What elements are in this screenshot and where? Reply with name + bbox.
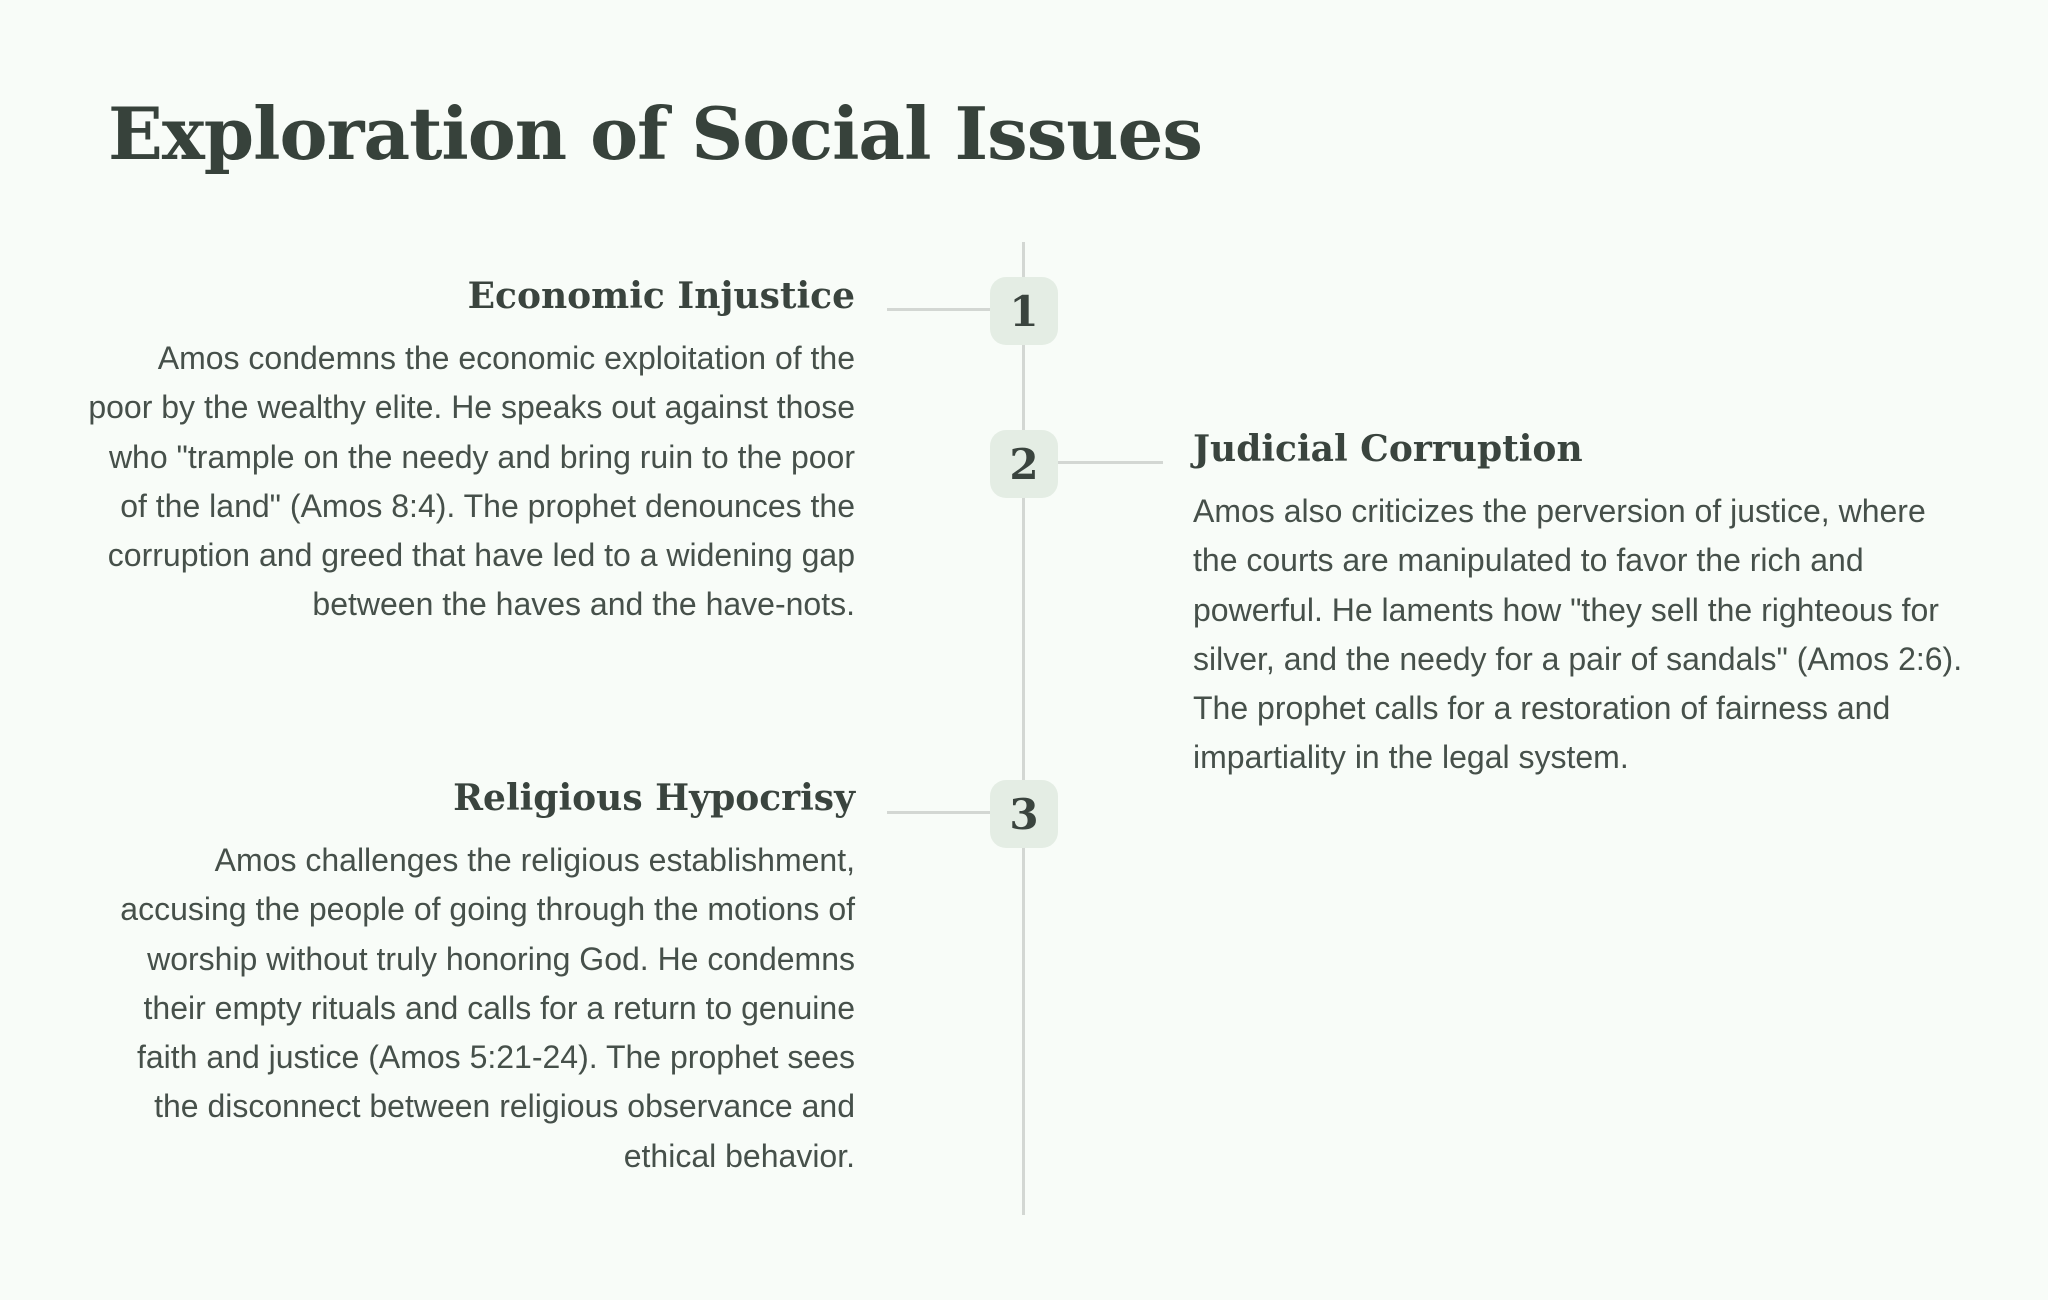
connector-2 (1057, 461, 1163, 464)
timeline-spine (1022, 242, 1025, 1215)
timeline-entry-judicial-corruption (1193, 425, 1963, 783)
entry-body: Amos also criticizes the perversion of justice, where the courts are manipulated to favor the rich and powerful. He laments how "they sell the righteous for silver, and the needy for a pair of sandals" (Amos 2:6). The prophet calls for a restoration of fairness and impartiality in the legal system. (1193, 493, 1963, 776)
entry-title: Judicial Corruption (1193, 428, 1583, 470)
entry-body: Amos condemns the economic exploitation of the poor by the wealthy elite. He speaks out against those who "trample on the needy and bring ruin to the poor of the land" (Amos 8:4). The prophet denounces the corruption and greed that have led to a widening gap between the haves and the have-nots. (88, 340, 855, 623)
connector-3 (887, 811, 991, 814)
step-badge-1: 1 (990, 277, 1058, 345)
page-title: Exploration of Social Issues (108, 91, 1202, 176)
connector-1 (887, 308, 991, 311)
step-badge-3: 3 (990, 780, 1058, 848)
entry-title: Economic Injustice (467, 275, 855, 317)
timeline-entry-economic-injustice (85, 272, 855, 630)
timeline-entry-religious-hypocrisy (85, 774, 855, 1181)
entry-body: Amos challenges the religious establishment, accusing the people of going through the motions of worship without truly honoring God. He condemns their empty rituals and calls for a return to genuine faith and justice (Amos 5:21-24). The prophet sees the disconnect between religious observance and ethical behavior. (120, 842, 855, 1174)
entry-title: Religious Hypocrisy (453, 777, 855, 819)
step-badge-2: 2 (990, 430, 1058, 498)
